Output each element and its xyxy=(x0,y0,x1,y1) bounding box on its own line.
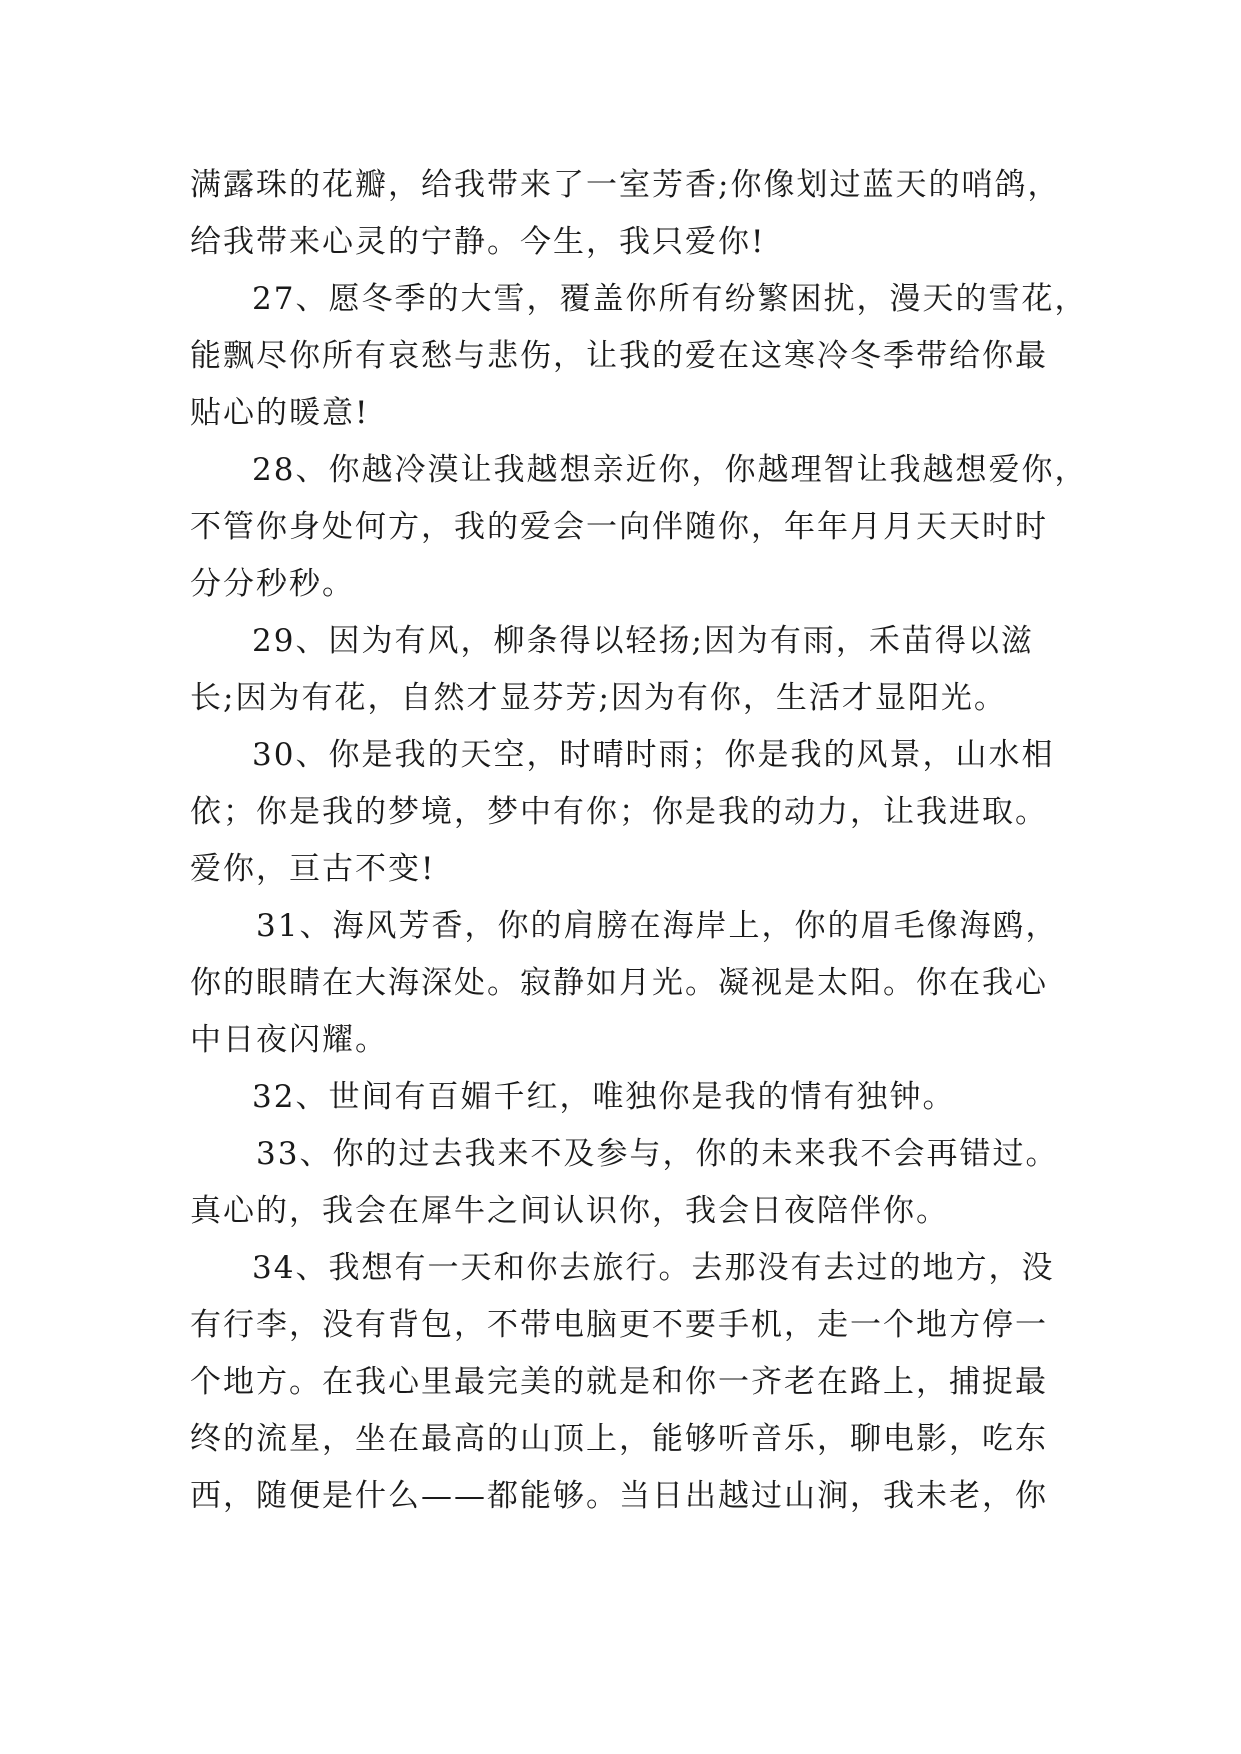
paragraph-31-line: 31、海风芳香，你的肩膀在海岸上，你的眉毛像海鸥， xyxy=(256,908,1059,944)
text-line: 你的眼睛在大海深处。寂静如月光。凝视是太阳。你在我心 xyxy=(190,965,1048,1001)
document-body xyxy=(190,157,1088,1525)
text-line: 贴心的暖意! xyxy=(190,395,370,431)
text-line: 西，随便是什么——都能够。当日出越过山涧，我未老，你 xyxy=(190,1478,1048,1514)
text-line: 依；你是我的梦境，梦中有你；你是我的动力，让我进取。 xyxy=(190,794,1048,830)
text-line: 中日夜闪耀。 xyxy=(190,1022,388,1058)
text-line: 能飘尽你所有哀愁与悲伤，让我的爱在这寒冷冬季带给你最 xyxy=(190,338,1048,374)
text-line: 长;因为有花，自然才显芬芳;因为有你，生活才显阳光。 xyxy=(190,680,1007,716)
paragraph-32-line: 32、世间有百媚千红，唯独你是我的情有独钟。 xyxy=(252,1079,956,1115)
paragraph-34-line: 34、我想有一天和你去旅行。去那没有去过的地方，没 xyxy=(252,1250,1055,1286)
text-line: 给我带来心灵的宁静。今生，我只爱你! xyxy=(190,224,766,260)
text-line: 终的流星，坐在最高的山顶上，能够听音乐，聊电影，吃东 xyxy=(190,1421,1048,1457)
text-line: 不管你身处何方，我的爱会一向伴随你，年年月月天天时时 xyxy=(190,509,1048,545)
text-line: 满露珠的花瓣，给我带来了一室芳香;你像划过蓝天的哨鸽， xyxy=(190,167,1061,203)
paragraph-30-line: 30、你是我的天空，时晴时雨；你是我的风景，山水相 xyxy=(252,737,1055,773)
text-line: 爱你，亘古不变! xyxy=(190,851,436,887)
text-line: 分分秒秒。 xyxy=(190,566,355,602)
paragraph-28-line: 28、你越冷漠让我越想亲近你，你越理智让我越想爱你， xyxy=(252,452,1088,488)
text-line: 个地方。在我心里最完美的就是和你一齐老在路上，捕捉最 xyxy=(190,1364,1048,1400)
text-line: 有行李，没有背包，不带电脑更不要手机，走一个地方停一 xyxy=(190,1307,1048,1343)
paragraph-33-line: 33、你的过去我来不及参与，你的未来我不会再错过。 xyxy=(256,1136,1059,1172)
paragraph-27-line: 27、愿冬季的大雪，覆盖你所有纷繁困扰，漫天的雪花， xyxy=(252,281,1088,317)
paragraph-29-line: 29、因为有风，柳条得以轻扬;因为有雨，禾苗得以滋 xyxy=(252,623,1034,659)
text-line: 真心的，我会在犀牛之间认识你，我会日夜陪伴你。 xyxy=(190,1193,949,1229)
